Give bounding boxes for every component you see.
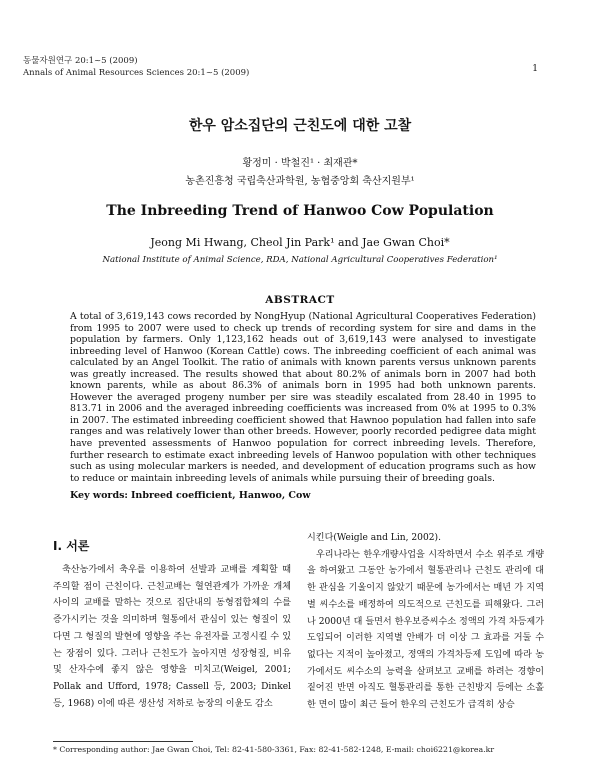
english-title: The Inbreeding Trend of Hanwoo Cow Population <box>106 203 494 219</box>
korean-authors: 황정미 · 박철진¹ · 최재관* <box>242 158 358 169</box>
keywords-text: Inbreed coefficient, Hanwoo, Cow <box>130 490 311 501</box>
korean-title: 한우 암소집단의 근친도에 대한 고찰 <box>188 118 412 134</box>
running-header <box>23 55 249 79</box>
keywords-label: Key words: <box>70 490 128 501</box>
page-number: 1 <box>532 64 538 74</box>
abstract-heading: ABSTRACT <box>265 294 335 306</box>
right-column-continuation: 시킨다(Weigle and Lin, 2002). <box>307 533 441 543</box>
corresponding-author-footnote: * Corresponding author: Jae Gwan Choi, Tel: 82-41-580-3361, Fax: 82-41-582-1248, E-mail: choi6221@korea.kr <box>53 745 495 754</box>
journal-title-en: Annals of Animal Resources Sciences 20:1~5 (2009) <box>23 68 250 78</box>
english-affiliation: National Institute of Animal Science, RDA, National Agricultural Cooperatives Federation¹ <box>102 255 498 265</box>
section-heading-introduction: Ⅰ. 서론 <box>53 539 90 553</box>
journal-title-kr: 동물자원연구 20:1~5 (2009) <box>23 56 138 66</box>
left-column-paragraph: 축산농가에서 축우를 이용하여 선발과 교배를 계획할 때 주의할 점이 근친이다. 근친교배는 혈연관계가 가까운 개체 사이의 교배를 말하는 것으로 집단내의 동형접합체의 수를 증가시키는 것을 의미하며 혈통에서 관심이 있는 형질이 있다면 그 형질의 발현에 영향을 주는 유전자를 고정시킬 수 있는 장점이 있다. 그러나 근친도가 높아지면 성장형질, 비유 및 산자수에 좋지 않은 영향을 미치고(Weigel, 2001; Pollak and Ufford, 1978; Cassell 등, 2003; Dinkel 등, 1968) 이에 따른 생산성 저하로 농장의 이윤도 감소 <box>53 565 291 709</box>
english-authors: Jeong Mi Hwang, Cheol Jin Park¹ and Jae Gwan Choi* <box>150 236 450 249</box>
right-column-paragraph: 우리나라는 한우개량사업을 시작하면서 수소 위주로 개량을 하여왔고 그동안 농가에서 혈통관리나 근친도 관리에 대한 관심을 기울이지 않았기 때문에 농가에서는 매년 가 지역별 씨수소를 배정하여 의도적으로 근친도를 피해왔다. 그러나 2000년 대 들면서 한우보증씨수소 정액의 가격 차등제가 도입되어 이러한 지역별 안배가 더 이상 그 효과를 거둘 수 없다는 지적이 높아졌고, 정액의 가격차등제 도입에 따라 농가에서도 씨수소의 능력을 살펴보고 교배를 하려는 경향이 짙어진 반면 아직도 혈통관리를 통한 근친방지 등에는 소홀한 면이 많이 최근 들어 한우의 근친도가 급격히 상승 <box>307 549 544 711</box>
right-column <box>307 530 544 714</box>
abstract-body: A total of 3,619,143 cows recorded by NongHyup (National Agricultural Cooperatives Federation) from 1995 to 2007 were used to check up trends of recording system for sire and dams in the population by farmers. Only 1,123,162 heads out of 3,619,143 were analysed to investigate inbreeding level of Hanwoo (Korean Cattle) cows. The inbreeding coefficient of each animal was calculated by an Angel Toolkit. The ratio of animals with known parents versus unknown parents was greatly increased. The results showed that about 80.2% of animals born in 2007 had both known parents, while as about 86.3% of animals born in 1995 had both unknown parents. However the averaged progeny number per sire was steadily escalated from 28.40 in 1995 to 813.71 in 2006 and the averaged inbreeding coefficients was increased from 0% at 1995 to 0.3% in 2007. The estimated inbreeding coefficient showed that Hawnoo population had fallen into safe ranges and was relatively lower than other breeds. However, poorly recorded pedigree data might have prevented assessments of Hanwoo population for correct inbreeding levels. Therefore, further research to estimate exact inbreeding levels of Hanwoo population with other techniques such as using molecular markers is needed, and development of education programs such as how to reduce or maintain inbreeding levels of animals while pursuing their of breeding goals. <box>70 311 536 484</box>
left-column <box>53 562 291 712</box>
footnote-divider <box>53 741 193 742</box>
korean-affiliation: 농촌진흥청 국립축산과학원, 농협중앙회 축산지원부¹ <box>185 176 415 187</box>
keywords <box>70 490 311 501</box>
